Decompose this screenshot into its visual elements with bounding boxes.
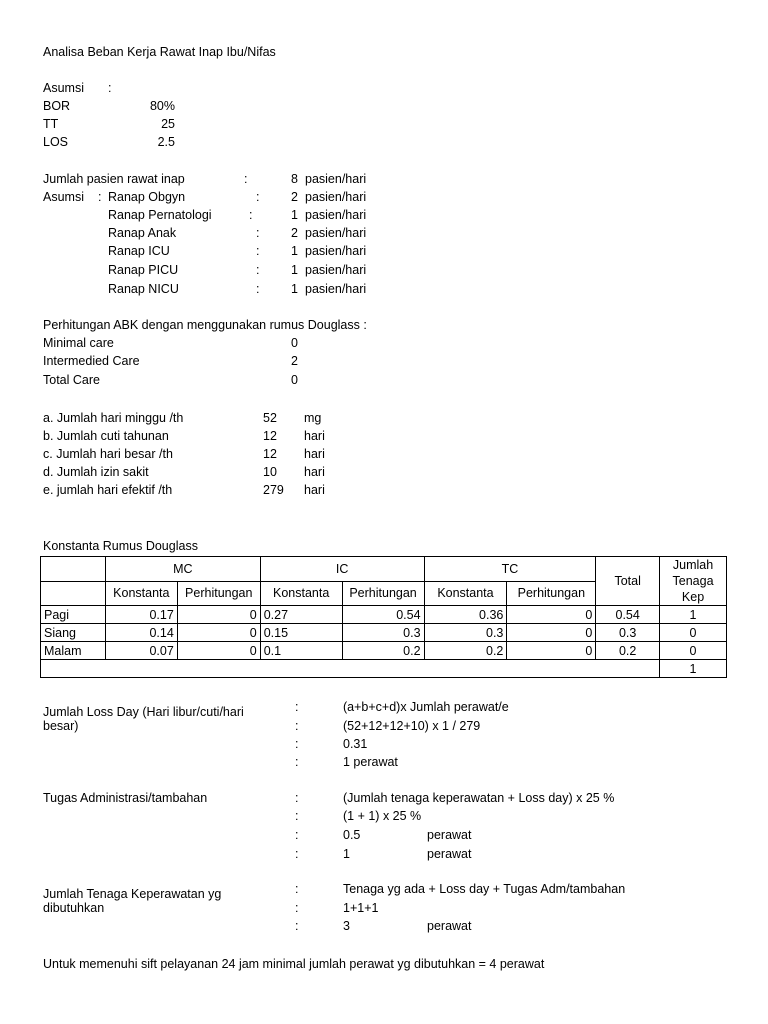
hari-unit: hari [304,483,325,497]
jumlah-cell: 0 [660,624,727,642]
tugas-line: 0.5 [343,828,361,842]
pasien-row-value: 1 [291,208,298,222]
subheader-empty [41,581,106,606]
loss-day-line: 1 perawat [343,755,398,769]
grand-total-cell: 1 [660,660,727,678]
ic-konstanta-cell: 0.1 [260,642,342,660]
loss-day-line: 0.31 [343,737,368,751]
ic-perhitungan-cell: 0.2 [342,642,424,660]
header-total: Total [596,557,660,606]
loss-day-line: (52+12+12+10) x 1 / 279 [343,719,481,733]
shift-cell: Siang [41,624,106,642]
loss-day-label-cont: besar) [43,719,79,733]
loss-day-line: (a+b+c+d)x Jumlah perawat/e [343,700,509,714]
header-mc: MC [105,557,260,582]
total-cell: 0.3 [596,624,660,642]
kesimpulan: Untuk memenuhi sift pelayanan 24 jam minimal jumlah perawat yg dibutuhkan = 4 perawat [43,957,545,971]
tugas-colon: : [295,828,299,842]
subheader-konstanta: Konstanta [260,581,342,606]
ic-konstanta-cell: 0.27 [260,606,342,624]
pasien-row-unit: pasien/hari [305,244,367,258]
hari-unit: hari [304,429,325,443]
subheader-perhitungan: Perhitungan [342,581,424,606]
pasien-row-label: Ranap PICU [108,263,179,277]
tugas-line: (1 + 1) x 25 % [343,809,422,823]
tugas-unit: perawat [427,828,472,842]
pasien-row-unit: pasien/hari [305,208,367,222]
pasien-asumsi-label: Asumsi [43,190,84,204]
mc-konstanta-cell: 0.14 [105,624,177,642]
pasien-row-colon: : [249,208,253,222]
asumsi-label: Asumsi [43,81,84,95]
mc-perhitungan-cell: 0 [177,624,260,642]
tugas-colon: : [295,791,299,805]
loss-day-colon: : [295,719,299,733]
mc-konstanta-cell: 0.17 [105,606,177,624]
shift-cell: Pagi [41,606,106,624]
hari-value: 10 [263,465,277,479]
pasien-row-colon: : [256,282,260,296]
pasien-row-unit: pasien/hari [305,282,367,296]
kebutuhan-unit: perawat [427,919,472,933]
pasien-row-label: Ranap ICU [108,244,170,258]
hari-value: 12 [263,447,277,461]
shift-cell: Malam [41,642,106,660]
pasien-total-unit: pasien/hari [305,172,367,186]
subheader-perhitungan: Perhitungan [177,581,260,606]
abk-heading: Perhitungan ABK dengan menggunakan rumus Douglass : [43,318,367,332]
header-jumlah-line: Kep [681,590,705,604]
kebutuhan-label: Jumlah Tenaga Keperawatan yg [43,887,222,901]
abk-row-value: 0 [291,336,298,350]
asumsi-bor-value: 80% [149,99,175,113]
hari-unit: mg [304,411,322,425]
tugas-colon: : [295,809,299,823]
subheader-perhitungan: Perhitungan [507,581,596,606]
abk-row-label: Minimal care [43,336,114,350]
header-ic: IC [260,557,424,582]
hari-label: c. Jumlah hari besar /th [43,447,173,461]
asumsi-los-label: LOS [43,135,69,149]
loss-day-label: Jumlah Loss Day (Hari libur/cuti/hari [43,705,244,719]
konstanta-heading: Konstanta Rumus Douglass [43,539,198,553]
mc-perhitungan-cell: 0 [177,642,260,660]
hari-unit: hari [304,465,325,479]
pasien-asumsi-colon: : [98,190,102,204]
pasien-row-colon: : [256,190,260,204]
pasien-row-label: Ranap Anak [108,226,177,240]
pasien-row-value: 1 [291,244,298,258]
pasien-row-label: Ranap Obgyn [108,190,186,204]
tugas-line: (Jumlah tenaga keperawatan + Loss day) x 25 % [343,791,615,805]
pasien-row-colon: : [256,226,260,240]
pasien-row-label: Ranap Pernatologi [108,208,212,222]
pasien-row-unit: pasien/hari [305,190,367,204]
pasien-total-label: Jumlah pasien rawat inap [43,172,185,186]
ic-perhitungan-cell: 0.54 [342,606,424,624]
pasien-total-value: 8 [291,172,298,186]
hari-unit: hari [304,447,325,461]
kebutuhan-label-cont: dibutuhkan [43,901,105,915]
loss-day-colon: : [295,737,299,751]
hari-label: a. Jumlah hari minggu /th [43,411,184,425]
konstanta-table [40,556,727,678]
pasien-row-unit: pasien/hari [305,263,367,277]
table-row [41,642,727,660]
abk-row-value: 0 [291,373,298,387]
pasien-row-label: Ranap NICU [108,282,179,296]
pasien-row-colon: : [256,244,260,258]
page-title: Analisa Beban Kerja Rawat Inap Ibu/Nifas [43,45,276,59]
tc-konstanta-cell: 0.36 [424,606,507,624]
header-jumlah-tenaga [660,557,727,606]
asumsi-los-value: 2.5 [157,135,175,149]
kebutuhan-colon: : [295,882,299,896]
tugas-line: 1 [343,847,350,861]
hari-value: 279 [263,483,284,497]
hari-label: d. Jumlah izin sakit [43,465,149,479]
header-tc: TC [424,557,596,582]
subheader-konstanta: Konstanta [105,581,177,606]
table-row [41,624,727,642]
grand-total-row [41,660,727,678]
hari-label: b. Jumlah cuti tahunan [43,429,169,443]
pasien-total-colon: : [244,172,248,186]
abk-row-value: 2 [291,354,298,368]
pasien-row-unit: pasien/hari [305,226,367,240]
ic-perhitungan-cell: 0.3 [342,624,424,642]
kebutuhan-line: 3 [343,919,350,933]
tc-perhitungan-cell: 0 [507,642,596,660]
abk-row-label: Intermedied Care [43,354,140,368]
jumlah-cell: 0 [660,642,727,660]
kebutuhan-colon: : [295,919,299,933]
subheader-konstanta: Konstanta [424,581,507,606]
pasien-row-value: 1 [291,263,298,277]
abk-row-label: Total Care [43,373,100,387]
asumsi-tt-label: TT [43,117,59,131]
pasien-row-value: 2 [291,226,298,240]
tc-perhitungan-cell: 0 [507,624,596,642]
tugas-label: Tugas Administrasi/tambahan [43,791,208,805]
tc-perhitungan-cell: 0 [507,606,596,624]
tc-konstanta-cell: 0.3 [424,624,507,642]
header-empty [41,557,106,582]
table-row [41,606,727,624]
tugas-colon: : [295,847,299,861]
tc-konstanta-cell: 0.2 [424,642,507,660]
jumlah-cell: 1 [660,606,727,624]
header-jumlah-line: Tenaga [672,574,714,588]
pasien-row-value: 1 [291,282,298,296]
loss-day-colon: : [295,700,299,714]
mc-konstanta-cell: 0.07 [105,642,177,660]
header-jumlah-line: Jumlah [672,558,714,572]
ic-konstanta-cell: 0.15 [260,624,342,642]
hari-label: e. jumlah hari efektif /th [43,483,173,497]
grand-total-spacer [41,660,660,678]
hari-value: 12 [263,429,277,443]
kebutuhan-line: Tenaga yg ada + Loss day + Tugas Adm/tambahan [343,882,626,896]
hari-value: 52 [263,411,277,425]
tugas-unit: perawat [427,847,472,861]
pasien-row-colon: : [256,263,260,277]
asumsi-tt-value: 25 [161,117,175,131]
mc-perhitungan-cell: 0 [177,606,260,624]
total-cell: 0.54 [596,606,660,624]
asumsi-colon: : [108,81,112,95]
asumsi-bor-label: BOR [43,99,71,113]
pasien-row-value: 2 [291,190,298,204]
total-cell: 0.2 [596,642,660,660]
kebutuhan-line: 1+1+1 [343,901,379,915]
loss-day-colon: : [295,755,299,769]
kebutuhan-colon: : [295,901,299,915]
